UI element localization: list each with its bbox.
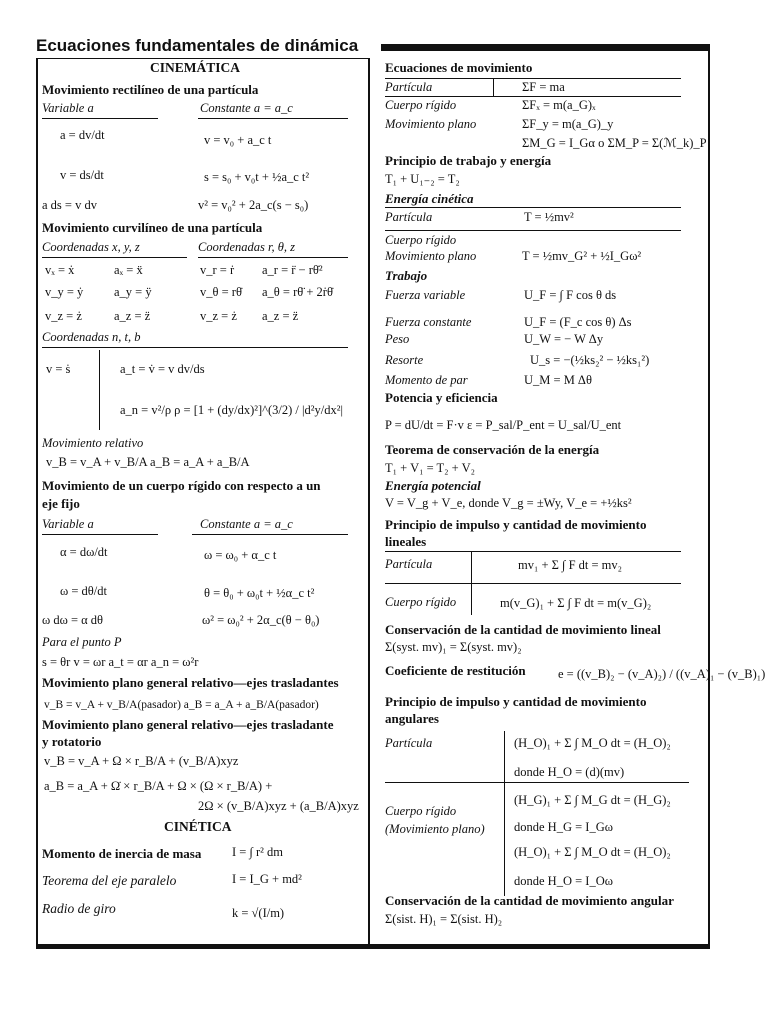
ang-title-2: angulares (385, 711, 439, 726)
eq: T = ½mv_G² + ½I_Gω² (522, 249, 642, 263)
rule (42, 257, 187, 258)
rule (192, 534, 348, 535)
eq: v = ds/dt (60, 168, 104, 182)
frame-top (36, 58, 370, 59)
eq: 2Ω × (v_B/A)xyz + (a_B/A)xyz (198, 799, 359, 813)
eq: ΣF = ma (522, 80, 565, 94)
eq: ω = ω₀ + α_c t (204, 548, 277, 562)
eq: v_z = ż (200, 309, 237, 323)
eq: ω = dθ/dt (60, 584, 107, 598)
cons-title: Teorema de conservación de la energía (385, 442, 600, 457)
eq: a_z = z̈ (114, 309, 151, 323)
eq: s = s₀ + v₀t + ½a_c t² (204, 170, 310, 184)
curv-ntb: Coordenadas n, t, b (42, 330, 141, 344)
eom-label: Movimiento plano (385, 117, 477, 131)
eom-label: Partícula (385, 80, 433, 94)
rule (42, 118, 158, 119)
kin-label: Momento de inercia de masa (42, 846, 202, 861)
eq: (H_O)₁ + Σ ∫ M_O dt = (H_O)₂ (514, 736, 671, 750)
trabajo-label: Momento de par (385, 373, 468, 387)
eq: I = ∫ r² dm (232, 845, 284, 859)
eq: a_y = ÿ (114, 285, 152, 299)
eq: e = ((v_B)₂ − (v_A)₂) / ((v_A)₁ − (v_B)₁) (558, 667, 766, 681)
eq: T₁ + U₁₋₂ = T₂ (385, 172, 460, 186)
eq: a_r = r̈ − rθ̇² (262, 263, 323, 277)
eq: v = ṡ (46, 362, 71, 376)
imp-title-2: lineales (385, 534, 427, 549)
page-title: Ecuaciones fundamentales de dinámica (36, 36, 359, 55)
curv-title: Movimiento curvilíneo de una partícula (42, 220, 263, 235)
eq: ω² = ω₀² + 2α_c(θ − θ₀) (202, 613, 320, 627)
trabajo-label: Peso (385, 332, 410, 346)
section-cinematica: CINEMÁTICA (150, 60, 241, 75)
frame-bottom (36, 944, 710, 949)
power-title: Potencia y eficiencia (385, 390, 498, 405)
ang-rig-label: Cuerpo rígido (385, 804, 457, 818)
trabajo-label: Fuerza variable (385, 288, 466, 302)
trabajo-label: Resorte (385, 353, 424, 367)
column-divider (368, 58, 370, 948)
eq: ΣM_G = I_Gα o ΣM_P = Σ(ℳ_k)_P (522, 136, 707, 150)
eq: v_B = v_A + v_B/A a_B = a_A + a_B/A (46, 455, 250, 469)
eq: a_B = a_A + Ω̇ × r_B/A + Ω × (Ω × r_B/A) + (44, 779, 273, 793)
eq: s = θr v = ωr a_t = αr a_n = ω²r (42, 655, 199, 669)
eq: θ = θ₀ + ω₀t + ½α_c t² (204, 586, 315, 600)
eq: Σ(syst. mv)₁ = Σ(syst. mv)₂ (385, 640, 522, 654)
imp-label: Cuerpo rígido (385, 595, 457, 609)
eq: v_r = ṙ (200, 263, 235, 277)
eq: ΣF_y = m(a_G)_y (522, 117, 614, 131)
rule (385, 96, 681, 97)
eq: v = v₀ + a_c t (204, 133, 272, 147)
ang-part-label: Partícula (385, 736, 433, 750)
eq: U_F = (F_c cos θ) Δs (524, 315, 632, 329)
eq: a ds = v dv (42, 198, 97, 212)
rig-var: Variable a (42, 517, 94, 531)
eq: v_B = v_A + Ω × r_B/A + (v_B/A)xyz (44, 754, 239, 768)
rule (42, 534, 158, 535)
eq: U_M = M Δθ (524, 373, 592, 387)
rel-title: Movimiento relativo (42, 436, 144, 450)
rect-const: Constante a = a_c (200, 101, 293, 115)
eq: I = I_G + md² (232, 872, 302, 886)
rig-const: Constante a = a_c (200, 517, 293, 531)
cma-title: Conservación de la cantidad de movimiento angular (385, 893, 674, 908)
trabajo-title: Trabajo (385, 268, 428, 283)
eq: a_z = z̈ (262, 309, 299, 323)
rule (385, 782, 689, 783)
rule (385, 551, 681, 552)
gen2-title-2: y rotatorio (42, 734, 102, 749)
eq: v_y = ẏ (45, 285, 84, 299)
eq: a = dv/dt (60, 128, 105, 142)
eq: V = V_g + V_e, donde V_g = ±Wy, V_e = +½ks² (385, 496, 632, 510)
eq: donde H_G = I_Gω (514, 820, 613, 834)
ang-title: Principio de impulso y cantidad de movimiento (385, 694, 647, 709)
rect-title: Movimiento rectilíneo de una partícula (42, 82, 259, 97)
rule (385, 78, 681, 79)
eq: α = dω/dt (60, 545, 108, 559)
eq: v² = v₀² + 2a_c(s − s₀) (198, 198, 309, 212)
eq: T₁ + V₁ = T₂ + V₂ (385, 461, 475, 475)
rig-title-2: eje fijo (42, 496, 80, 511)
eom-title: Ecuaciones de movimiento (385, 60, 533, 75)
eq: k = √(I/m) (232, 906, 285, 920)
frame-left (36, 58, 38, 948)
eq: (H_O)₁ + Σ ∫ M_O dt = (H_O)₂ (514, 845, 671, 859)
eq: ω dω = α dθ (42, 613, 104, 627)
rule (385, 230, 681, 231)
section-cinetica: CINÉTICA (164, 819, 232, 834)
point-title: Para el punto P (42, 635, 122, 649)
rule (198, 257, 348, 258)
rule (385, 583, 681, 584)
ke-label: Movimiento plano (385, 249, 477, 263)
imp-label: Partícula (385, 557, 433, 571)
eq: donde H_O = (d)(mv) (514, 765, 625, 779)
eq: (H_G)₁ + Σ ∫ M_G dt = (H_G)₂ (514, 793, 671, 807)
rig-title: Movimiento de un cuerpo rígido con respecto a un (42, 478, 321, 493)
rule (493, 78, 494, 96)
eq: ΣFₓ = m(a_G)ₓ (522, 98, 596, 112)
gen2-title: Movimiento plano general relativo—ejes trasladante (42, 717, 334, 732)
eq: a_n = v²/ρ ρ = [1 + (dy/dx)²]^(3/2) / |d²y/dx²| (120, 403, 343, 417)
curv-rtz: Coordenadas r, θ, z (198, 240, 296, 254)
eq: Σ(sist. H)₁ = Σ(sist. H)₂ (385, 912, 503, 926)
title-rule (381, 44, 709, 51)
kin-label: Teorema del eje paralelo (42, 873, 177, 888)
eq: a_θ = rθ̈ + 2ṙθ̇ (262, 285, 333, 299)
eq: T = ½mv² (524, 210, 574, 224)
eq: donde H_O = I_Oω (514, 874, 613, 888)
eq: U_s = −(½ks₂² − ½ks₁²) (530, 353, 650, 367)
eq: v_θ = rθ̇ (200, 285, 242, 299)
frame-right (708, 44, 710, 948)
rule (198, 118, 348, 119)
eq: aₓ = ẍ (114, 263, 143, 277)
rule (99, 350, 100, 430)
cml-title: Conservación de la cantidad de movimiento lineal (385, 622, 661, 637)
eq: U_F = ∫ F cos θ ds (524, 288, 617, 302)
kin-label: Radio de giro (42, 901, 116, 916)
rule (385, 207, 681, 208)
eq: U_W = − W Δy (524, 332, 604, 346)
rule (42, 347, 348, 348)
rule (504, 731, 505, 896)
work-title: Principio de trabajo y energía (385, 153, 552, 168)
rest-title: Coeficiente de restitución (385, 663, 526, 678)
rect-var: Variable a (42, 101, 94, 115)
pe-title: Energía potencial (385, 478, 481, 493)
eq: mv₁ + Σ ∫ F dt = mv₂ (518, 558, 623, 572)
gen1-title: Movimiento plano general relativo—ejes trasladantes (42, 675, 339, 690)
imp-title: Principio de impulso y cantidad de movimiento (385, 517, 647, 532)
eom-label: Cuerpo rígido (385, 98, 457, 112)
eq: v_B = v_A + v_B/A(pasador) a_B = a_A + a_B/A(pasador) (44, 699, 319, 711)
eq: m(v_G)₁ + Σ ∫ F dt = m(v_G)₂ (500, 596, 652, 610)
trabajo-label: Fuerza constante (385, 315, 472, 329)
eq: vₓ = ẋ (45, 263, 75, 277)
curv-xyz: Coordenadas x, y, z (42, 240, 140, 254)
ke-label: Partícula (385, 210, 433, 224)
eq: v_z = ż (45, 309, 82, 323)
eq: a_t = v̇ = v dv/ds (120, 362, 205, 376)
eq: P = dU/dt = F·v ε = P_sal/P_ent = U_sal/U_ent (385, 418, 622, 432)
ang-rig-label-2: (Movimiento plano) (385, 822, 485, 836)
ke-title: Energía cinética (385, 191, 474, 206)
ke-label: Cuerpo rígido (385, 233, 457, 247)
